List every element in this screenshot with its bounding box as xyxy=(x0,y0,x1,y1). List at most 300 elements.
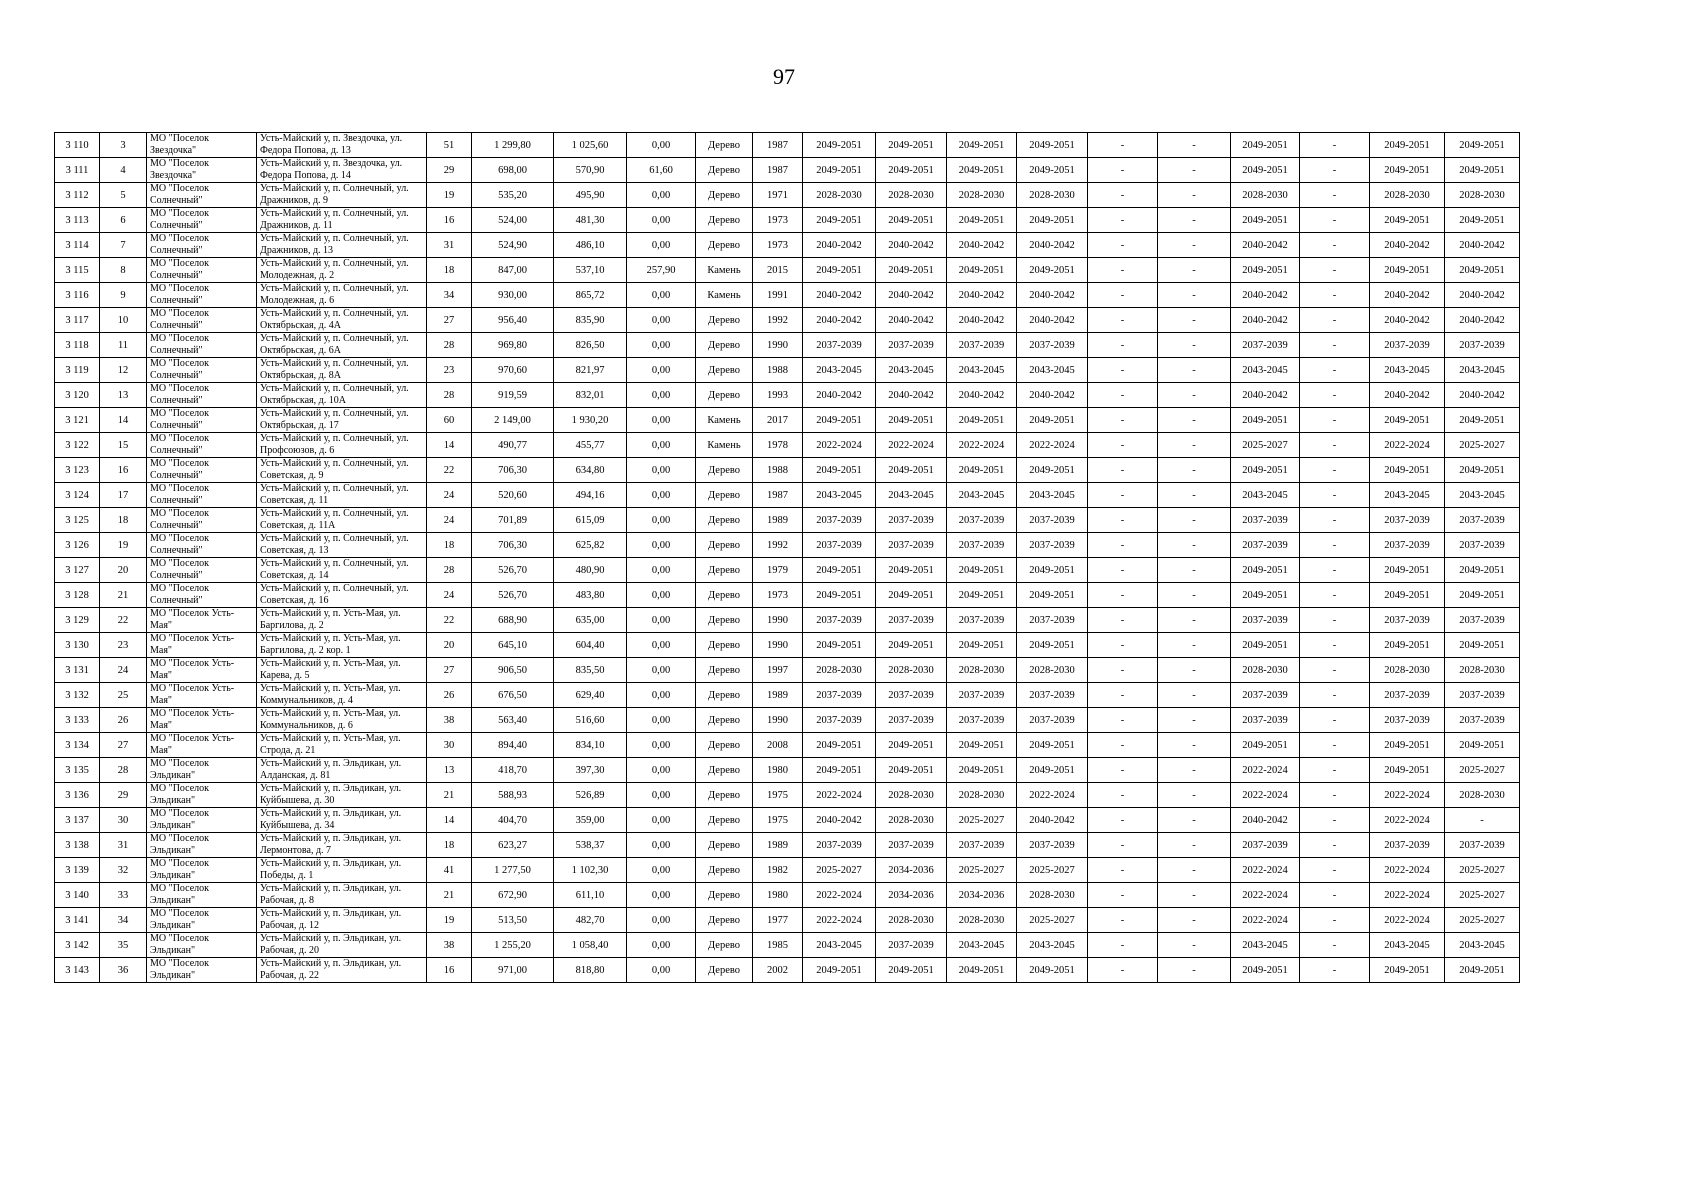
living-area-cell: 483,80 xyxy=(554,583,627,608)
period-cell: 2037-2039 xyxy=(876,608,947,633)
row-index-cell: 20 xyxy=(100,558,147,583)
period-cell: - xyxy=(1300,308,1370,333)
municipality-cell: МО "Поселок Солнечный" xyxy=(147,583,257,608)
period-cell: 2043-2045 xyxy=(1370,358,1445,383)
apartments-cell: 21 xyxy=(427,783,472,808)
row-index-cell: 7 xyxy=(100,233,147,258)
build-year-cell: 1988 xyxy=(753,458,803,483)
municipality-cell: МО "Поселок Эльдикан" xyxy=(147,758,257,783)
build-year-cell: 1990 xyxy=(753,708,803,733)
period-cell: - xyxy=(1158,483,1231,508)
period-cell: - xyxy=(1088,683,1158,708)
period-cell: 2022-2024 xyxy=(1231,908,1300,933)
apartments-cell: 38 xyxy=(427,708,472,733)
row-index-cell: 33 xyxy=(100,883,147,908)
period-cell: 2037-2039 xyxy=(1445,533,1520,558)
period-cell: 2022-2024 xyxy=(803,433,876,458)
nonresidential-area-cell: 0,00 xyxy=(627,558,696,583)
address-cell: Усть-Майский у, п. Звездочка, ул. Федора Попова, д. 14 xyxy=(257,158,427,183)
wall-material-cell: Дерево xyxy=(696,308,753,333)
period-cell: 2049-2051 xyxy=(1445,133,1520,158)
registry-number-cell: 3 136 xyxy=(55,783,100,808)
period-cell: - xyxy=(1158,408,1231,433)
housing-register-table xyxy=(54,132,1520,983)
period-cell: 2028-2030 xyxy=(1017,658,1088,683)
period-cell: 2034-2036 xyxy=(947,883,1017,908)
table-row xyxy=(55,533,1520,558)
address-cell: Усть-Майский у, п. Солнечный, ул. Октябрьская, д. 4А xyxy=(257,308,427,333)
period-cell: 2037-2039 xyxy=(1017,333,1088,358)
municipality-cell: МО "Поселок Усть-Мая" xyxy=(147,608,257,633)
address-cell: Усть-Майский у, п. Эльдикан, ул. Алданская, д. 81 xyxy=(257,758,427,783)
period-cell: 2040-2042 xyxy=(1231,233,1300,258)
registry-number-cell: 3 135 xyxy=(55,758,100,783)
build-year-cell: 1988 xyxy=(753,358,803,383)
period-cell: 2025-2027 xyxy=(1445,858,1520,883)
row-index-cell: 19 xyxy=(100,533,147,558)
period-cell: - xyxy=(1158,708,1231,733)
table-row xyxy=(55,808,1520,833)
apartments-cell: 14 xyxy=(427,808,472,833)
living-area-cell: 526,89 xyxy=(554,783,627,808)
period-cell: 2049-2051 xyxy=(803,733,876,758)
apartments-cell: 60 xyxy=(427,408,472,433)
row-index-cell: 30 xyxy=(100,808,147,833)
living-area-cell: 625,82 xyxy=(554,533,627,558)
period-cell: - xyxy=(1158,233,1231,258)
municipality-cell: МО "Поселок Звездочка" xyxy=(147,158,257,183)
period-cell: - xyxy=(1300,708,1370,733)
apartments-cell: 14 xyxy=(427,433,472,458)
municipality-cell: МО "Поселок Эльдикан" xyxy=(147,783,257,808)
period-cell: - xyxy=(1088,383,1158,408)
registry-number-cell: 3 117 xyxy=(55,308,100,333)
period-cell: - xyxy=(1300,958,1370,983)
period-cell: 2040-2042 xyxy=(1231,283,1300,308)
period-cell: 2049-2051 xyxy=(1231,633,1300,658)
living-area-cell: 818,80 xyxy=(554,958,627,983)
wall-material-cell: Дерево xyxy=(696,933,753,958)
row-index-cell: 25 xyxy=(100,683,147,708)
municipality-cell: МО "Поселок Усть-Мая" xyxy=(147,733,257,758)
period-cell: - xyxy=(1300,608,1370,633)
period-cell: 2037-2039 xyxy=(947,833,1017,858)
table-row xyxy=(55,908,1520,933)
period-cell: 2049-2051 xyxy=(947,458,1017,483)
period-cell: 2025-2027 xyxy=(1445,433,1520,458)
build-year-cell: 1985 xyxy=(753,933,803,958)
period-cell: 2022-2024 xyxy=(1017,433,1088,458)
address-cell: Усть-Майский у, п. Усть-Мая, ул. Коммунальников, д. 6 xyxy=(257,708,427,733)
apartments-cell: 34 xyxy=(427,283,472,308)
living-area-cell: 397,30 xyxy=(554,758,627,783)
period-cell: 2040-2042 xyxy=(1445,383,1520,408)
registry-number-cell: 3 122 xyxy=(55,433,100,458)
period-cell: - xyxy=(1300,908,1370,933)
period-cell: 2049-2051 xyxy=(803,758,876,783)
table-row xyxy=(55,608,1520,633)
period-cell: 2049-2051 xyxy=(947,258,1017,283)
total-area-cell: 894,40 xyxy=(472,733,554,758)
municipality-cell: МО "Поселок Эльдикан" xyxy=(147,933,257,958)
period-cell: 2028-2030 xyxy=(1445,183,1520,208)
build-year-cell: 1977 xyxy=(753,908,803,933)
apartments-cell: 29 xyxy=(427,158,472,183)
period-cell: 2043-2045 xyxy=(947,483,1017,508)
total-area-cell: 588,93 xyxy=(472,783,554,808)
build-year-cell: 1990 xyxy=(753,333,803,358)
total-area-cell: 706,30 xyxy=(472,458,554,483)
wall-material-cell: Дерево xyxy=(696,633,753,658)
period-cell: 2028-2030 xyxy=(803,658,876,683)
period-cell: - xyxy=(1300,183,1370,208)
row-index-cell: 8 xyxy=(100,258,147,283)
period-cell: 2049-2051 xyxy=(1017,583,1088,608)
registry-number-cell: 3 116 xyxy=(55,283,100,308)
period-cell: - xyxy=(1158,208,1231,233)
municipality-cell: МО "Поселок Солнечный" xyxy=(147,483,257,508)
living-area-cell: 538,37 xyxy=(554,833,627,858)
nonresidential-area-cell: 61,60 xyxy=(627,158,696,183)
nonresidential-area-cell: 0,00 xyxy=(627,483,696,508)
period-cell: 2037-2039 xyxy=(876,708,947,733)
nonresidential-area-cell: 0,00 xyxy=(627,233,696,258)
period-cell: - xyxy=(1158,908,1231,933)
municipality-cell: МО "Поселок Солнечный" xyxy=(147,258,257,283)
period-cell: 2043-2045 xyxy=(1370,483,1445,508)
period-cell: 2028-2030 xyxy=(876,808,947,833)
total-area-cell: 847,00 xyxy=(472,258,554,283)
row-index-cell: 4 xyxy=(100,158,147,183)
table-row xyxy=(55,733,1520,758)
period-cell: - xyxy=(1300,783,1370,808)
nonresidential-area-cell: 257,90 xyxy=(627,258,696,283)
period-cell: 2049-2051 xyxy=(947,583,1017,608)
period-cell: 2022-2024 xyxy=(1370,808,1445,833)
period-cell: 2049-2051 xyxy=(1017,458,1088,483)
period-cell: 2049-2051 xyxy=(1445,208,1520,233)
wall-material-cell: Дерево xyxy=(696,758,753,783)
address-cell: Усть-Майский у, п. Солнечный, ул. Советская, д. 9 xyxy=(257,458,427,483)
row-index-cell: 27 xyxy=(100,733,147,758)
registry-number-cell: 3 124 xyxy=(55,483,100,508)
period-cell: 2049-2051 xyxy=(876,258,947,283)
period-cell: - xyxy=(1300,583,1370,608)
address-cell: Усть-Майский у, п. Солнечный, ул. Советская, д. 16 xyxy=(257,583,427,608)
living-area-cell: 834,10 xyxy=(554,733,627,758)
wall-material-cell: Дерево xyxy=(696,508,753,533)
period-cell: 2049-2051 xyxy=(1231,408,1300,433)
municipality-cell: МО "Поселок Солнечный" xyxy=(147,433,257,458)
period-cell: - xyxy=(1088,233,1158,258)
wall-material-cell: Дерево xyxy=(696,808,753,833)
period-cell: 2049-2051 xyxy=(1370,408,1445,433)
period-cell: 2049-2051 xyxy=(803,633,876,658)
period-cell: 2049-2051 xyxy=(947,958,1017,983)
period-cell: 2049-2051 xyxy=(1445,158,1520,183)
period-cell: 2040-2042 xyxy=(1370,383,1445,408)
apartments-cell: 24 xyxy=(427,483,472,508)
period-cell: 2049-2051 xyxy=(1445,583,1520,608)
period-cell: - xyxy=(1158,658,1231,683)
total-area-cell: 1 277,50 xyxy=(472,858,554,883)
period-cell: 2049-2051 xyxy=(1017,258,1088,283)
period-cell: 2040-2042 xyxy=(876,308,947,333)
period-cell: 2037-2039 xyxy=(1445,683,1520,708)
wall-material-cell: Дерево xyxy=(696,833,753,858)
apartments-cell: 22 xyxy=(427,458,472,483)
period-cell: 2028-2030 xyxy=(947,183,1017,208)
wall-material-cell: Дерево xyxy=(696,558,753,583)
nonresidential-area-cell: 0,00 xyxy=(627,633,696,658)
wall-material-cell: Дерево xyxy=(696,133,753,158)
nonresidential-area-cell: 0,00 xyxy=(627,533,696,558)
address-cell: Усть-Майский у, п. Солнечный, ул. Дражников, д. 13 xyxy=(257,233,427,258)
table-row xyxy=(55,883,1520,908)
period-cell: 2037-2039 xyxy=(947,333,1017,358)
living-area-cell: 481,30 xyxy=(554,208,627,233)
municipality-cell: МО "Поселок Эльдикан" xyxy=(147,808,257,833)
build-year-cell: 1973 xyxy=(753,583,803,608)
period-cell: - xyxy=(1300,383,1370,408)
period-cell: 2049-2051 xyxy=(1017,733,1088,758)
period-cell: 2049-2051 xyxy=(1370,258,1445,283)
period-cell: - xyxy=(1158,783,1231,808)
period-cell: 2049-2051 xyxy=(1017,133,1088,158)
total-area-cell: 706,30 xyxy=(472,533,554,558)
period-cell: 2049-2051 xyxy=(1231,733,1300,758)
period-cell: 2037-2039 xyxy=(876,683,947,708)
period-cell: 2049-2051 xyxy=(1370,583,1445,608)
period-cell: - xyxy=(1088,333,1158,358)
table-row xyxy=(55,258,1520,283)
period-cell: - xyxy=(1300,683,1370,708)
period-cell: 2049-2051 xyxy=(1445,633,1520,658)
apartments-cell: 18 xyxy=(427,833,472,858)
period-cell: - xyxy=(1158,758,1231,783)
address-cell: Усть-Майский у, п. Звездочка, ул. Федора Попова, д. 13 xyxy=(257,133,427,158)
municipality-cell: МО "Поселок Эльдикан" xyxy=(147,908,257,933)
wall-material-cell: Дерево xyxy=(696,383,753,408)
address-cell: Усть-Майский у, п. Солнечный, ул. Октябрьская, д. 8А xyxy=(257,358,427,383)
municipality-cell: МО "Поселок Солнечный" xyxy=(147,208,257,233)
table-row xyxy=(55,133,1520,158)
period-cell: 2028-2030 xyxy=(876,658,947,683)
living-area-cell: 1 025,60 xyxy=(554,133,627,158)
period-cell: 2043-2045 xyxy=(1231,358,1300,383)
build-year-cell: 1987 xyxy=(753,158,803,183)
apartments-cell: 16 xyxy=(427,208,472,233)
nonresidential-area-cell: 0,00 xyxy=(627,958,696,983)
period-cell: - xyxy=(1300,133,1370,158)
period-cell: 2037-2039 xyxy=(1231,608,1300,633)
address-cell: Усть-Майский у, п. Солнечный, ул. Октябрьская, д. 17 xyxy=(257,408,427,433)
period-cell: - xyxy=(1158,633,1231,658)
period-cell: - xyxy=(1088,558,1158,583)
period-cell: 2037-2039 xyxy=(1370,508,1445,533)
living-area-cell: 634,80 xyxy=(554,458,627,483)
apartments-cell: 28 xyxy=(427,333,472,358)
apartments-cell: 24 xyxy=(427,583,472,608)
municipality-cell: МО "Поселок Солнечный" xyxy=(147,183,257,208)
period-cell: 2025-2027 xyxy=(947,858,1017,883)
period-cell: 2049-2051 xyxy=(1017,558,1088,583)
period-cell: 2040-2042 xyxy=(1017,283,1088,308)
period-cell: 2049-2051 xyxy=(1017,208,1088,233)
period-cell: 2049-2051 xyxy=(1370,458,1445,483)
period-cell: 2022-2024 xyxy=(1017,783,1088,808)
period-cell: - xyxy=(1088,433,1158,458)
period-cell: 2037-2039 xyxy=(1370,683,1445,708)
wall-material-cell: Камень xyxy=(696,283,753,308)
period-cell: - xyxy=(1088,358,1158,383)
total-area-cell: 526,70 xyxy=(472,583,554,608)
registry-number-cell: 3 127 xyxy=(55,558,100,583)
nonresidential-area-cell: 0,00 xyxy=(627,433,696,458)
period-cell: 2049-2051 xyxy=(1231,458,1300,483)
build-year-cell: 1980 xyxy=(753,758,803,783)
period-cell: 2040-2042 xyxy=(803,383,876,408)
registry-number-cell: 3 123 xyxy=(55,458,100,483)
period-cell: - xyxy=(1300,533,1370,558)
period-cell: 2049-2051 xyxy=(1017,158,1088,183)
apartments-cell: 18 xyxy=(427,533,472,558)
period-cell: 2037-2039 xyxy=(1017,533,1088,558)
registry-number-cell: 3 140 xyxy=(55,883,100,908)
period-cell: 2049-2051 xyxy=(803,583,876,608)
wall-material-cell: Дерево xyxy=(696,233,753,258)
table-row xyxy=(55,383,1520,408)
period-cell: - xyxy=(1088,533,1158,558)
build-year-cell: 1989 xyxy=(753,508,803,533)
period-cell: - xyxy=(1300,758,1370,783)
period-cell: 2037-2039 xyxy=(876,508,947,533)
period-cell: 2049-2051 xyxy=(1370,633,1445,658)
period-cell: - xyxy=(1088,933,1158,958)
row-index-cell: 22 xyxy=(100,608,147,633)
total-area-cell: 956,40 xyxy=(472,308,554,333)
total-area-cell: 970,60 xyxy=(472,358,554,383)
build-year-cell: 2008 xyxy=(753,733,803,758)
wall-material-cell: Дерево xyxy=(696,708,753,733)
address-cell: Усть-Майский у, п. Солнечный, ул. Дражников, д. 9 xyxy=(257,183,427,208)
nonresidential-area-cell: 0,00 xyxy=(627,858,696,883)
address-cell: Усть-Майский у, п. Солнечный, ул. Октябрьская, д. 10А xyxy=(257,383,427,408)
period-cell: 2037-2039 xyxy=(1370,333,1445,358)
period-cell: - xyxy=(1158,183,1231,208)
period-cell: 2049-2051 xyxy=(1017,633,1088,658)
total-area-cell: 906,50 xyxy=(472,658,554,683)
period-cell: 2037-2039 xyxy=(1445,608,1520,633)
wall-material-cell: Дерево xyxy=(696,908,753,933)
registry-number-cell: 3 134 xyxy=(55,733,100,758)
nonresidential-area-cell: 0,00 xyxy=(627,883,696,908)
nonresidential-area-cell: 0,00 xyxy=(627,383,696,408)
wall-material-cell: Дерево xyxy=(696,733,753,758)
build-year-cell: 1978 xyxy=(753,433,803,458)
nonresidential-area-cell: 0,00 xyxy=(627,933,696,958)
period-cell: 2049-2051 xyxy=(947,558,1017,583)
period-cell: - xyxy=(1300,508,1370,533)
wall-material-cell: Камень xyxy=(696,408,753,433)
period-cell: 2049-2051 xyxy=(1231,583,1300,608)
period-cell: 2043-2045 xyxy=(1231,933,1300,958)
period-cell: - xyxy=(1300,808,1370,833)
table-row xyxy=(55,758,1520,783)
period-cell: 2022-2024 xyxy=(1370,783,1445,808)
period-cell: 2037-2039 xyxy=(803,533,876,558)
period-cell: 2040-2042 xyxy=(803,808,876,833)
page-number: 97 xyxy=(773,64,795,89)
period-cell: 2049-2051 xyxy=(947,633,1017,658)
period-cell: - xyxy=(1088,633,1158,658)
period-cell: - xyxy=(1158,558,1231,583)
nonresidential-area-cell: 0,00 xyxy=(627,733,696,758)
build-year-cell: 1987 xyxy=(753,133,803,158)
table-row xyxy=(55,233,1520,258)
apartments-cell: 38 xyxy=(427,933,472,958)
municipality-cell: МО "Поселок Солнечный" xyxy=(147,533,257,558)
build-year-cell: 1987 xyxy=(753,483,803,508)
period-cell: 2049-2051 xyxy=(947,408,1017,433)
period-cell: 2028-2030 xyxy=(1231,658,1300,683)
row-index-cell: 28 xyxy=(100,758,147,783)
period-cell: - xyxy=(1088,958,1158,983)
period-cell: - xyxy=(1158,283,1231,308)
registry-number-cell: 3 126 xyxy=(55,533,100,558)
period-cell: - xyxy=(1088,583,1158,608)
period-cell: 2040-2042 xyxy=(1445,308,1520,333)
apartments-cell: 30 xyxy=(427,733,472,758)
period-cell: 2049-2051 xyxy=(1445,258,1520,283)
period-cell: 2028-2030 xyxy=(876,783,947,808)
period-cell: 2025-2027 xyxy=(1231,433,1300,458)
total-area-cell: 490,77 xyxy=(472,433,554,458)
table-row xyxy=(55,858,1520,883)
living-area-cell: 516,60 xyxy=(554,708,627,733)
address-cell: Усть-Майский у, п. Усть-Мая, ул. Баргилова, д. 2 кор. 1 xyxy=(257,633,427,658)
nonresidential-area-cell: 0,00 xyxy=(627,408,696,433)
period-cell: 2040-2042 xyxy=(1370,233,1445,258)
period-cell: - xyxy=(1158,808,1231,833)
address-cell: Усть-Майский у, п. Солнечный, ул. Молодежная, д. 6 xyxy=(257,283,427,308)
registry-number-cell: 3 120 xyxy=(55,383,100,408)
table-row xyxy=(55,508,1520,533)
period-cell: 2049-2051 xyxy=(803,158,876,183)
period-cell: 2040-2042 xyxy=(1445,283,1520,308)
nonresidential-area-cell: 0,00 xyxy=(627,683,696,708)
row-index-cell: 5 xyxy=(100,183,147,208)
apartments-cell: 51 xyxy=(427,133,472,158)
total-area-cell: 2 149,00 xyxy=(472,408,554,433)
period-cell: 2025-2027 xyxy=(1017,908,1088,933)
period-cell: 2049-2051 xyxy=(876,758,947,783)
period-cell: 2025-2027 xyxy=(1445,758,1520,783)
row-index-cell: 36 xyxy=(100,958,147,983)
period-cell: 2037-2039 xyxy=(947,533,1017,558)
municipality-cell: МО "Поселок Солнечный" xyxy=(147,283,257,308)
period-cell: 2037-2039 xyxy=(1231,508,1300,533)
period-cell: - xyxy=(1088,183,1158,208)
living-area-cell: 486,10 xyxy=(554,233,627,258)
living-area-cell: 835,90 xyxy=(554,308,627,333)
build-year-cell: 2017 xyxy=(753,408,803,433)
period-cell: - xyxy=(1300,208,1370,233)
period-cell: 2028-2030 xyxy=(1445,783,1520,808)
address-cell: Усть-Майский у, п. Эльдикан, ул. Рабочая, д. 8 xyxy=(257,883,427,908)
table-body xyxy=(55,133,1520,983)
total-area-cell: 971,00 xyxy=(472,958,554,983)
